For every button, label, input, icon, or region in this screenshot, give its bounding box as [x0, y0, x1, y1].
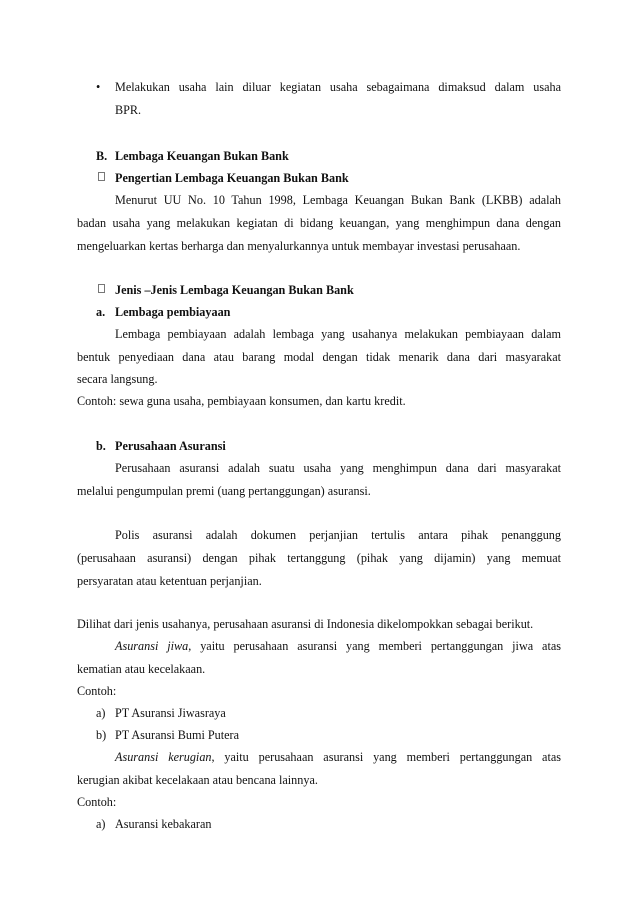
jenis-heading: Jenis –Jenis Lembaga Keuangan Bukan Bank — [115, 283, 354, 297]
pengertian-para-line3: mengeluarkan kertas berharga dan menyalurkannya untuk membayar investasi perusahaan. — [77, 239, 521, 253]
item-a-title: Lembaga pembiayaan — [115, 305, 231, 319]
list2-item-marker: a) — [96, 817, 106, 831]
item-a-contoh: Contoh: sewa guna usaha, pembiayaan konsumen, dan kartu kredit. — [77, 394, 406, 408]
item-a-line2: bentuk penyediaan dana atau barang modal dengan tidak menarik dana dari masyarakat — [77, 350, 561, 364]
item-b-marker: b. — [96, 439, 106, 453]
contoh-label-1: Contoh: — [77, 684, 117, 698]
checkbox-glyph-icon — [98, 172, 105, 181]
section-b-title: Lembaga Keuangan Bukan Bank — [115, 149, 289, 163]
item-a-line3: secara langsung. — [77, 372, 158, 386]
asuransi-jiwa-line1 — [115, 638, 561, 654]
list2-item: Asuransi kebakaran — [115, 817, 212, 831]
contoh-label-2: Contoh: — [77, 795, 117, 809]
bullet-text-line1: Melakukan usaha lain diluar kegiatan usaha sebagaimana dimaksud dalam usaha — [115, 80, 561, 94]
section-b-marker: B. — [96, 149, 108, 163]
checkbox-glyph-icon — [98, 284, 105, 293]
list1-item-marker: b) — [96, 728, 107, 742]
list1-item: PT Asuransi Bumi Putera — [115, 728, 240, 742]
pengertian-para-line1: Menurut UU No. 10 Tahun 1998, Lembaga Keuangan Bukan Bank (LKBB) adalah — [115, 193, 561, 207]
asuransi-p2-line1: Polis asuransi adalah dokumen perjanjian tertulis antara pihak penanggung — [115, 528, 561, 542]
list1-item-marker: a) — [96, 706, 106, 720]
pengertian-heading: Pengertian Lembaga Keuangan Bukan Bank — [115, 171, 349, 185]
asuransi-jiwa-line2: kematian atau kecelakaan. — [77, 662, 206, 676]
pengertian-para-line2: badan usaha yang melakukan kegiatan di bidang keuangan, yang menghimpun dana dengan — [77, 216, 561, 230]
asuransi-kerugian-rest: , yaitu perusahaan asuransi yang memberi pertanggungan atas — [211, 750, 561, 764]
list1-item: PT Asuransi Jiwasraya — [115, 706, 226, 720]
asuransi-kerugian-line2: kerugian akibat kecelakaan atau bencana lainnya. — [77, 773, 318, 787]
asuransi-p1-line2: melalui pengumpulan premi (uang pertanggungan) asuransi. — [77, 484, 371, 498]
item-b-title: Perusahaan Asuransi — [115, 439, 226, 453]
bullet-text-line2: BPR. — [115, 103, 142, 117]
asuransi-jiwa-rest: , yaitu perusahaan asuransi yang memberi pertanggungan jiwa atas — [188, 639, 561, 653]
asuransi-kerugian-line1 — [115, 749, 561, 765]
item-a-line1: Lembaga pembiayaan adalah lembaga yang usahanya melakukan pembiayaan dalam — [115, 327, 561, 341]
asuransi-p1-line1: Perusahaan asuransi adalah suatu usaha yang menghimpun dana dari masyarakat — [115, 461, 561, 475]
item-a-marker: a. — [96, 305, 106, 319]
asuransi-jiwa-term: Asuransi jiwa — [115, 639, 189, 653]
asuransi-p3: Dilihat dari jenis usahanya, perusahaan asuransi di Indonesia dikelompokkan sebagai berikut. — [77, 617, 534, 631]
asuransi-p2-line3: persyaratan atau ketentuan perjanjian. — [77, 574, 262, 588]
bullet-marker: • — [96, 80, 101, 94]
asuransi-p2-line2: (perusahaan asuransi) dengan pihak tertanggung (pihak yang dijamin) yang memuat — [77, 551, 561, 565]
asuransi-kerugian-term: Asuransi kerugian — [115, 750, 212, 764]
